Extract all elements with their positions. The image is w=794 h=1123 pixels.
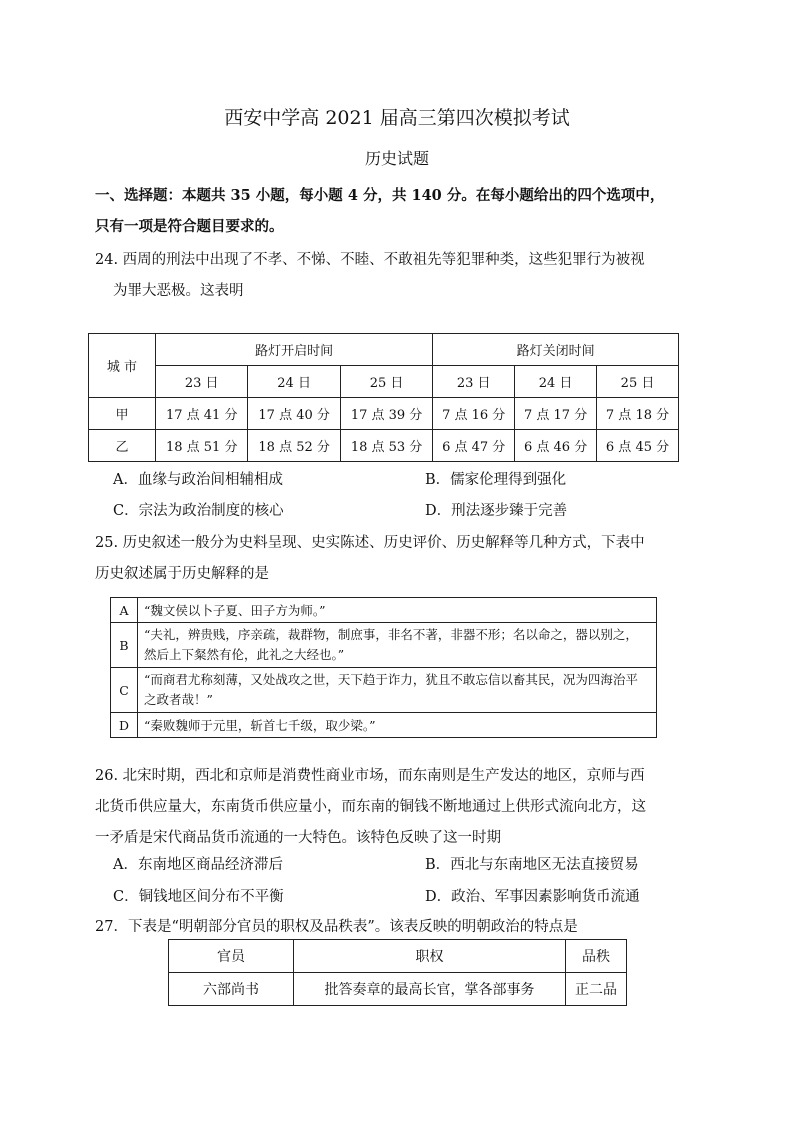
q26-option-d: D．政治、军事因素影响货币流通: [425, 889, 640, 905]
table-row: [111, 598, 657, 623]
page-subtitle: 历史试题: [364, 149, 429, 168]
table-day: 23 日: [433, 366, 515, 398]
table-row: [89, 430, 679, 462]
q24-stem-line2: 为罪大恶极。这表明: [113, 283, 244, 299]
q25-stem-line1: 25. 历史叙述一般分为史料呈现、史实陈述、历史评价、历史解释等几种方式，下表中: [95, 535, 645, 551]
section-heading-line2: 只有一项是符合题目要求的。: [95, 218, 284, 235]
table-cell: 18 点 52 分: [248, 430, 340, 462]
table-cell: 18 点 53 分: [340, 430, 432, 462]
row-text: “秦败魏师于元里，斩首七千级，取少梁。”: [138, 713, 657, 738]
row-key: B: [111, 623, 138, 668]
table-row: [111, 713, 657, 738]
q24-option-d: D．刑法逐步臻于完善: [425, 503, 568, 519]
q24-option-c: C．宗法为政治制度的核心: [113, 503, 284, 519]
table-header: 品秩: [566, 940, 627, 973]
row-text: “而商君尤称刻薄，又处战攻之世，天下趋于诈力，犹且不敢忘信以畜其民，况为四海治平之政者哉！”: [138, 668, 657, 713]
table-cell: 7 点 17 分: [515, 398, 597, 430]
table-cell: 18 点 51 分: [156, 430, 248, 462]
table-cell: 17 点 39 分: [340, 398, 432, 430]
table-city: 甲: [89, 398, 156, 430]
row-text: “魏文侯以卜子夏、田子方为师。”: [138, 598, 657, 623]
table-cell: 7 点 18 分: [597, 398, 679, 430]
table-row: [89, 398, 679, 430]
q24-option-a: A．血缘与政治间相辅相成: [113, 472, 283, 488]
ming-officials-table: [168, 939, 627, 1006]
table-cell: 批答奏章的最高长官，掌各部事务: [294, 973, 566, 1006]
q26-stem-line1: 26. 北宋时期，西北和京师是消费性商业市场，而东南则是生产发达的地区，京师与西: [95, 768, 645, 784]
q26-option-a: A．东南地区商品经济滞后: [113, 857, 283, 873]
table-cell: 六部尚书: [169, 973, 294, 1006]
table-header-close: 路灯关闭时间: [433, 334, 679, 366]
table-header: 职权: [294, 940, 566, 973]
q27-stem-line1: 27．下表是“明朝部分官员的职权及品秩表”。该表反映的明朝政治的特点是: [95, 919, 578, 935]
table-city: 乙: [89, 430, 156, 462]
streetlight-table: [88, 333, 679, 462]
table-cell: 6 点 46 分: [515, 430, 597, 462]
q26-stem-line2: 北货币供应量大，东南货币供应量小，而东南的铜钱不断地通过上供形式流向北方，这: [95, 799, 646, 815]
table-cell: 17 点 41 分: [156, 398, 248, 430]
table-day: 25 日: [340, 366, 432, 398]
row-key: A: [111, 598, 138, 623]
table-day: 23 日: [156, 366, 248, 398]
table-header-city: 城 市: [89, 334, 156, 398]
historical-narrative-table: [110, 597, 657, 738]
table-header-row: [169, 940, 627, 973]
q26-stem-line3: 一矛盾是宋代商品货币流通的一大特色。该特色反映了这一时期: [95, 830, 501, 846]
table-day: 24 日: [515, 366, 597, 398]
q26-option-c: C．铜钱地区间分布不平衡: [113, 889, 284, 905]
q24-option-b: B．儒家伦理得到强化: [425, 472, 567, 488]
table-cell: 6 点 47 分: [433, 430, 515, 462]
q24-stem-line1: 24. 西周的刑法中出现了不孝、不悌、不睦、不敢祖先等犯罪种类，这些犯罪行为被视: [95, 252, 645, 268]
table-row: [169, 973, 627, 1006]
table-cell: 正二品: [566, 973, 627, 1006]
table-row: [111, 668, 657, 713]
page-title: 西安中学高 2021 届高三第四次模拟考试: [224, 107, 570, 129]
table-day: 24 日: [248, 366, 340, 398]
q26-option-b: B．西北与东南地区无法直接贸易: [425, 857, 639, 873]
table-cell: 17 点 40 分: [248, 398, 340, 430]
table-row: [111, 623, 657, 668]
table-header-open: 路灯开启时间: [156, 334, 433, 366]
table-header: 官员: [169, 940, 294, 973]
q25-stem-line2: 历史叙述属于历史解释的是: [95, 566, 269, 582]
table-day: 25 日: [597, 366, 679, 398]
row-text: “夫礼，辨贵贱，序亲疏，裁群物，制庶事，非名不著，非器不形；名以命之，器以别之，然后上下粲然有伦，此礼之大经也。”: [138, 623, 657, 668]
table-cell: 6 点 45 分: [597, 430, 679, 462]
table-cell: 7 点 16 分: [433, 398, 515, 430]
section-heading-line1: 一、选择题：本题共 35 小题，每小题 4 分，共 140 分。在每小题给出的四个选项中，: [95, 187, 665, 204]
row-key: D: [111, 713, 138, 738]
row-key: C: [111, 668, 138, 713]
